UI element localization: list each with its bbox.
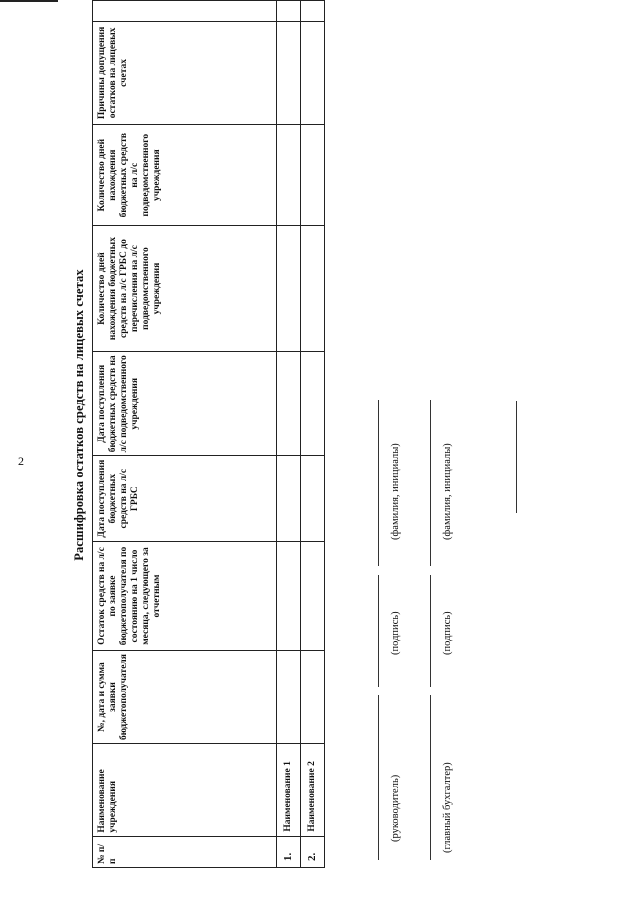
header-institution: Наименование учреждения: [93, 744, 277, 837]
table-cell: [301, 226, 325, 352]
row-number: 2.: [301, 836, 325, 867]
header-date-grbs: Дата поступления бюджетных средств на л/с ГРБС: [93, 456, 277, 541]
accountant-role-line: [430, 695, 431, 860]
accountant-name-label: (фамилия, инициалы): [442, 443, 453, 540]
header-balance: Остаток средств на л/с по заявке бюджетополучателя по состоянию на 1 число месяца, следующего за отчетным: [93, 541, 277, 650]
table-cell: [301, 1, 325, 22]
table-cell: [301, 352, 325, 456]
table-cell: [277, 651, 301, 744]
table-row: [277, 1, 301, 868]
head-role-line: [378, 695, 379, 860]
table-cell: [277, 21, 301, 125]
table-row: [301, 1, 325, 868]
page-number: 2: [18, 454, 24, 468]
header-date-subordinate: Дата поступления бюджетных средств на л/с подведомственного учреждения: [93, 352, 277, 456]
page-title: Расшифровка остатков средств на лицевых счетах: [72, 269, 86, 561]
accountant-sign-label: (подпись): [442, 611, 453, 655]
table-cell: [277, 125, 301, 226]
accountant-sign-line: [430, 575, 431, 687]
header-row: [93, 1, 277, 868]
head-name-label: (фамилия, инициалы): [390, 443, 401, 540]
header-days-grbs: Количество дней нахождения бюджетных средств на л/с ГРБС до перечисления на л/с подведомственного учреждения: [93, 226, 277, 352]
table-cell: [301, 125, 325, 226]
head-sign-label: (подпись): [390, 611, 401, 655]
header-reasons: Причины допущения остатков на лицевых счетах: [93, 21, 277, 125]
accountant-name-line: [430, 400, 431, 566]
table-cell: [277, 352, 301, 456]
row-number: 1.: [277, 836, 301, 867]
header-number: № п/п: [93, 836, 277, 867]
table-cell: [301, 456, 325, 541]
header-days-subordinate: Количество дней нахождения бюджетных средств на л/с подведомственного учреждения: [93, 125, 277, 226]
table-cell: [301, 651, 325, 744]
table-cell: [277, 1, 301, 22]
table-cell: [301, 541, 325, 650]
header-extra: [93, 1, 277, 22]
header-request: №, дата и сумма заявки бюджетополучателя: [93, 651, 277, 744]
extra-line: [516, 401, 517, 513]
head-role-label: (руководитель): [390, 774, 401, 842]
table-cell: [277, 226, 301, 352]
row-name: Наименование 2: [301, 744, 325, 837]
head-sign-line: [378, 575, 379, 687]
table-cell: [301, 21, 325, 125]
table-cell: [277, 456, 301, 541]
table-cell: [277, 541, 301, 650]
head-name-line: [378, 400, 379, 566]
row-name: Наименование 1: [277, 744, 301, 837]
accountant-role-label: (главный бухгалтер): [442, 762, 453, 853]
balances-table: [92, 0, 325, 868]
